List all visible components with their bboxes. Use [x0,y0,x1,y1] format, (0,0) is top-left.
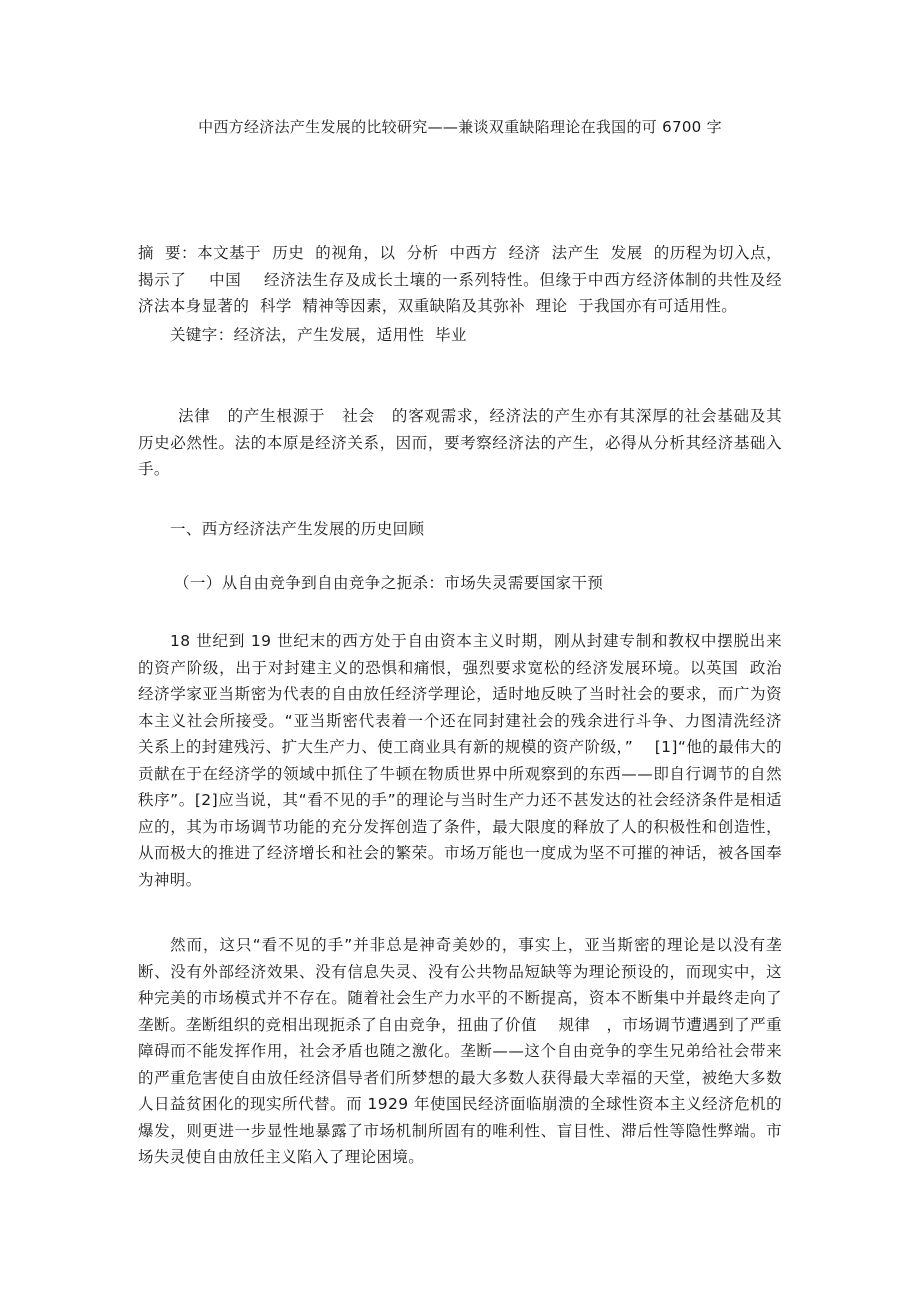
subsection-heading: （一）从自由竞争到自由竞争之扼杀：市场失灵需要国家干预 [174,574,604,592]
body-paragraph-3: 然而，这只“看不见的手”并非总是神奇美妙的，事实上，亚当斯密的理论是以没有垄断、没有外部经济效果、没有信息失灵、没有公共物品短缺等为理论预设的，而现实中，这种完美的市场模式并不存在。随着社会生产力水平的不断提高，资本不断集中并最终走向了垄断。垄断组织的竞相出现扼杀了自由竞争，扭曲了价值 规律 ，市场调节遭遇到了严重障碍而不能发挥作用，社会矛盾也随之激化。垄断——这个自由竞争的孪生兄弟给社会带来的严重危害使自由放任经济倡导者们所梦想的最大多数人获得最大幸福的天堂，被绝大多数人日益贫困化的现实所代替。而 1929 年使国民经济面临崩溃的全球性资本主义经济危机的爆发，则更进一步显性地暴露了市场机制所固有的唯利性、盲目性、滞后性等隐性弊端。市场失灵使自由放任主义陷入了理论困境。 [138,936,782,1166]
keywords-line: 关键字：经济法，产生发展，适用性 毕业 [170,326,467,344]
body-paragraph-1: 法律 的产生根源于 社会 的客观需求，经济法的产生亦有其深厚的社会基础及其历史必然性。法的本原是经济关系，因而，要考察经济法的产生，必得从分析其经济基础入手。 [138,407,782,478]
body-paragraph-2: 18 世纪到 19 世纪末的西方处于自由资本主义时期，刚从封建专制和教权中摆脱出来的资产阶级，出于对封建主义的恐惧和痛恨，强烈要求宽松的经济发展环境。以英国 政治 经济学家亚当斯密为代表的自由放任经济学理论，适时地反映了当时社会的要求，而广为资本主义社会所接受。“亚当斯密代表着一个还在同封建社会的残余进行斗争、力图清洗经济关系上的封建残污、扩大生产力、使工商业具有新的规模的资产阶级，” [1]“他的最伟大的贡献在于在经济学的领域中抓住了牛顿在物质世界中所观察到的东西——即自行调节的自然 秩序”。[2]应当说，其“看不见的手”的理论与当时生产力还不甚发达的社会经济条件是相适应的，其为市场调节功能的充分发挥创造了条件，最大限度的释放了人的积极性和创造性，从而极大的推进了经济增长和社会的繁荣。市场万能也一度成为坚不可摧的神话，被各国奉为神明。 [138,632,809,889]
section-heading: 一、西方经济法产生发展的历史回顾 [170,520,425,538]
document-title: 中西方经济法产生发展的比较研究——兼谈双重缺陷理论在我国的可 6700 字 [198,118,722,136]
abstract-paragraph: 摘 要：本文基于 历史 的视角，以 分析 中西方 经济 法产生 发展 的历程为切入点，揭示了 中国 经济法生存及成长土壤的一系列特性。但缘于中西方经济体制的共性及经济法本身显著的 科学 精神等因素，双重缺陷及其弥补 理论 于我国亦有可适用性。 [138,244,782,315]
